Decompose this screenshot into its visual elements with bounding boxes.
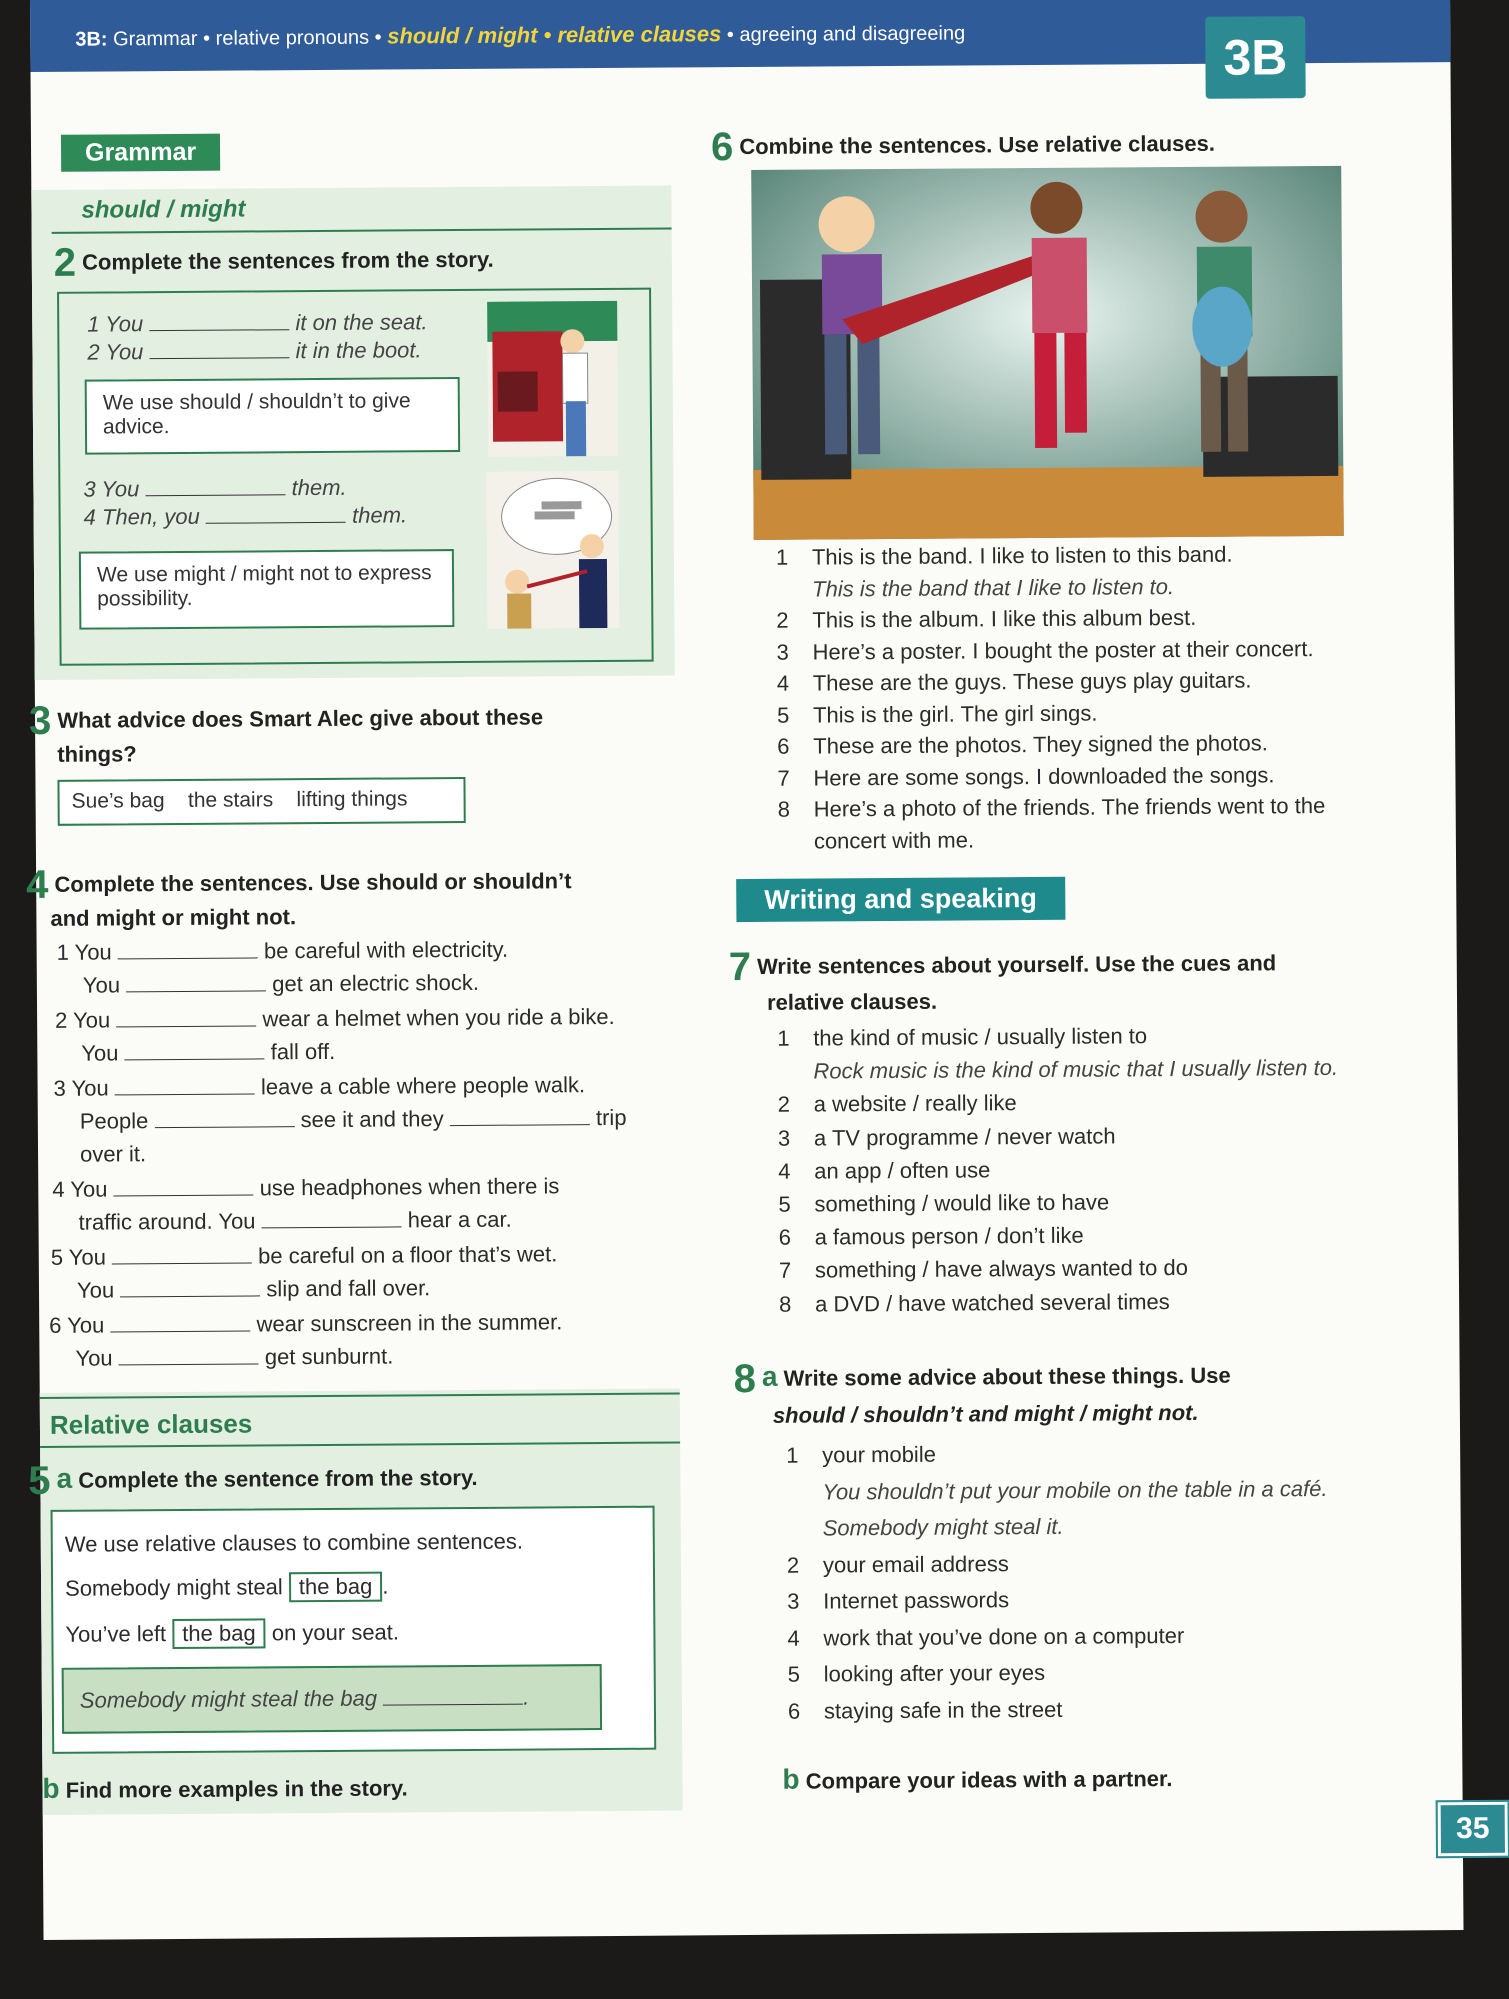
item-text: Here’s a photo of the friends. The friends went to the xyxy=(813,792,1326,822)
word-sues-bag: Sue’s bag xyxy=(71,789,165,813)
rule-should-box: We use should / shouldn’t to give advice. xyxy=(85,377,461,455)
item-number: 5 xyxy=(778,1191,791,1217)
ex4-item-2-line-2 xyxy=(81,1039,335,1067)
stairs-illustration xyxy=(486,471,619,629)
item-text: Here’s a poster. I bought the poster at their concert. xyxy=(812,635,1314,665)
ex8a-instruction-2: should / shouldn’t and might / might not. xyxy=(772,1399,1199,1428)
ex6-item-5 xyxy=(777,700,1098,728)
ex2-number: 2 xyxy=(53,240,77,285)
item-number: 1 xyxy=(786,1442,799,1468)
ex2-instruction: Complete the sentences from the story. xyxy=(81,246,494,275)
ex4-item-3 xyxy=(54,1072,586,1102)
answer-gap xyxy=(450,1124,590,1126)
item-text: Here are some songs. I downloaded the songs. xyxy=(813,761,1275,791)
ex8-number: 8 xyxy=(733,1356,757,1402)
item-text: something / have always wanted to do xyxy=(814,1255,1188,1283)
item-text: an app / often use xyxy=(814,1157,991,1184)
ex4-item-1-line-2 xyxy=(83,970,479,999)
item-text: These are the guys. These guys play guitars. xyxy=(812,667,1252,696)
item-text: You shouldn’t put your mobile on the table in a café. xyxy=(822,1475,1328,1505)
item-text: a website / really like xyxy=(813,1090,1017,1117)
ex7-item-5 xyxy=(778,1189,1109,1217)
ex4-item-2 xyxy=(55,1004,615,1034)
ex4-item-5-line-2 xyxy=(77,1275,430,1303)
item-number: 2 xyxy=(777,1092,791,1118)
ex8-item-6 xyxy=(788,1696,1063,1724)
item-number: 7 xyxy=(778,1258,792,1284)
item-text: wear sunscreen in the summer. xyxy=(256,1309,563,1337)
item-subject: You xyxy=(67,1312,105,1338)
ex7-item-4 xyxy=(778,1157,990,1184)
item-subject: You xyxy=(81,1040,119,1066)
item-number: 1 xyxy=(56,939,69,965)
ex2-line-2: 2 You it in the boot. xyxy=(87,337,422,365)
ex6-instruction: Combine the sentences. Use relative clauses. xyxy=(739,130,1216,160)
item-text: your email address xyxy=(822,1550,1009,1578)
ex8a-heading xyxy=(733,1356,1231,1402)
item-number: 6 xyxy=(49,1312,62,1338)
item-number: 3 xyxy=(53,1075,66,1101)
item-text: wear a helmet when you ride a bike. xyxy=(262,1003,615,1032)
ex2-line-4: 4 Then, you them. xyxy=(83,502,408,530)
ex6-heading xyxy=(710,125,1216,170)
ex4-heading xyxy=(26,862,572,908)
band-illustration xyxy=(751,166,1344,540)
ex6-item-1 xyxy=(776,542,1233,571)
ex3-instruction-2: things? xyxy=(57,741,137,767)
item-text: This is the album. I like this album best. xyxy=(812,604,1197,633)
ex7-item-3 xyxy=(778,1123,1116,1151)
answer-gap xyxy=(120,1295,260,1297)
item-text: use headphones when there is xyxy=(259,1173,560,1201)
car-boot-illustration xyxy=(487,301,618,457)
item-text: This is the band that I like to listen to. xyxy=(812,573,1175,602)
unit-topics xyxy=(75,19,965,51)
ex6-item-6 xyxy=(777,730,1268,759)
ex5-sentence-1: Somebody might steal the bag . xyxy=(65,1573,389,1601)
item-text: staying safe in the street xyxy=(823,1696,1063,1723)
ex5b-letter: b xyxy=(42,1772,60,1804)
item-number: 8 xyxy=(777,796,791,822)
ex5b-heading xyxy=(42,1769,407,1808)
item-text: These are the photos. They signed the photos. xyxy=(813,730,1268,759)
answer-gap xyxy=(115,1093,255,1095)
item-text: slip and fall over. xyxy=(266,1275,431,1302)
item-text: leave a cable where people walk. xyxy=(260,1072,586,1100)
ex6-item-7 xyxy=(777,762,1274,791)
item-subject: You xyxy=(76,1277,115,1303)
ex8-item-3 xyxy=(787,1587,1009,1615)
item-text: hear a car. xyxy=(407,1206,512,1233)
ex7-item-7 xyxy=(779,1255,1188,1284)
item-text: Rock music is the kind of music that I usually listen to. xyxy=(813,1055,1339,1084)
item-text: This is the band. I like to listen to this band. xyxy=(811,541,1233,570)
ex3-instruction-1: What advice does Smart Alec give about these xyxy=(57,704,544,733)
ex6-item-cont-9 xyxy=(778,827,974,854)
word-stairs: the stairs xyxy=(187,788,274,812)
item-text: your mobile xyxy=(822,1441,936,1468)
item-text: trip xyxy=(595,1104,627,1131)
item-subject: You xyxy=(71,1075,109,1101)
item-text: something / would like to have xyxy=(814,1189,1110,1217)
item-text: get sunburnt. xyxy=(264,1343,394,1370)
item-number: 5 xyxy=(787,1661,801,1687)
item-number: 2 xyxy=(55,1007,68,1033)
topics-b: • agreeing and disagreeing xyxy=(726,22,966,47)
item-text: the kind of music / usually listen to xyxy=(813,1023,1148,1051)
ex6-item-cont-1 xyxy=(776,574,1174,603)
answer-gap xyxy=(155,1126,295,1128)
item-subject: You xyxy=(73,1007,111,1033)
topics-a: Grammar • relative pronouns • xyxy=(112,26,382,51)
item-text: see it and they xyxy=(300,1106,444,1133)
ex5a-instruction: Complete the sentence from the story. xyxy=(78,1464,478,1493)
answer-gap xyxy=(111,1330,251,1332)
ex5-number: 5 xyxy=(28,1458,51,1504)
ex7-instruction-2: relative clauses. xyxy=(766,988,938,1015)
ex8b-heading xyxy=(782,1760,1172,1799)
item-text: a TV programme / never watch xyxy=(813,1123,1116,1151)
answer-gap xyxy=(116,1025,256,1027)
ex2-line-3: 3 You them. xyxy=(83,474,347,502)
item-subject: You xyxy=(82,972,121,998)
page-number: 35 xyxy=(1438,1802,1508,1856)
ex3-number: 3 xyxy=(28,698,52,744)
ex7-number: 7 xyxy=(728,944,752,990)
topics-highlight: should / might • relative clauses xyxy=(387,21,722,49)
item-text: work that you’ve done on a computer xyxy=(823,1622,1185,1651)
ex7-item-6 xyxy=(779,1223,1084,1251)
item-number: 3 xyxy=(787,1588,800,1614)
ex8-item-1 xyxy=(786,1442,936,1469)
item-subject: You xyxy=(75,1345,113,1371)
framed-the-bag-1: the bag xyxy=(289,1572,383,1603)
item-text: get an electric shock. xyxy=(272,969,480,997)
item-number: 4 xyxy=(52,1176,65,1202)
ex7-instruction-1: Write sentences about yourself. Use the cues and xyxy=(756,950,1277,979)
item-text: concert with me. xyxy=(813,826,975,854)
ex4-item-3-line-2 xyxy=(80,1105,627,1135)
word-lifting-things: lifting things xyxy=(296,787,408,812)
ex8-item-cont-2 xyxy=(787,1514,1064,1542)
item-number: 1 xyxy=(777,1025,790,1051)
item-number: 4 xyxy=(776,670,790,696)
item-subject: You xyxy=(74,939,112,965)
answer-gap xyxy=(262,1226,402,1228)
ex6-item-4 xyxy=(777,667,1252,696)
item-text: looking after your eyes xyxy=(823,1659,1046,1687)
framed-the-bag-2: the bag xyxy=(172,1618,266,1649)
ex8-item-4 xyxy=(787,1622,1184,1651)
answer-gap xyxy=(125,1058,265,1060)
relative-clauses-heading: Relative clauses xyxy=(49,1408,253,1440)
ex6-item-2 xyxy=(776,605,1196,634)
ex4-item-3-line-3 xyxy=(80,1141,146,1167)
ex3-word-box xyxy=(57,777,465,826)
grammar-tag: Grammar xyxy=(61,134,220,172)
ex8b-letter: b xyxy=(782,1763,800,1795)
unit-badge: 3B xyxy=(1205,16,1306,99)
should-might-heading: should / might xyxy=(81,195,246,224)
item-number: 8 xyxy=(779,1291,792,1317)
item-number: 5 xyxy=(50,1244,64,1270)
item-number: 6 xyxy=(778,1224,791,1250)
ex8a-instruction-1: Write some advice about these things. Use xyxy=(783,1362,1231,1391)
answer-gap xyxy=(114,1194,254,1196)
ex2-line-1: 1 You it on the seat. xyxy=(87,309,428,337)
item-number: 2 xyxy=(776,607,789,633)
ex4-item-4 xyxy=(52,1173,559,1203)
ex7-heading xyxy=(728,944,1277,990)
ex5b-instruction: Find more examples in the story. xyxy=(65,1775,408,1803)
writing-speaking-tag: Writing and speaking xyxy=(736,877,1065,922)
item-number: 3 xyxy=(776,639,789,665)
ex5a-letter: a xyxy=(56,1462,73,1494)
item-subject: traffic around. You xyxy=(78,1208,256,1235)
item-text: over it. xyxy=(79,1141,147,1167)
item-text: Somebody might steal it. xyxy=(822,1513,1064,1541)
ex7-item-cont-1 xyxy=(777,1055,1338,1085)
item-subject: You xyxy=(68,1244,106,1270)
item-text: a famous person / don’t like xyxy=(814,1222,1084,1250)
ex4-number: 4 xyxy=(26,862,49,908)
item-text: This is the girl. The girl sings. xyxy=(812,700,1098,728)
ex7-item-1 xyxy=(777,1023,1147,1052)
ex5-rule: We use relative clauses to combine sentences. xyxy=(64,1528,524,1557)
item-subject: People xyxy=(79,1108,149,1134)
item-number: 6 xyxy=(787,1698,801,1724)
ex7-item-8 xyxy=(779,1289,1170,1318)
ex3-heading xyxy=(28,698,544,744)
ex4-item-4-line-2 xyxy=(78,1207,511,1236)
ex4-item-6-line-2 xyxy=(75,1343,393,1371)
item-number: 4 xyxy=(778,1158,791,1184)
item-number: 5 xyxy=(776,702,790,728)
item-number: 6 xyxy=(777,733,790,759)
item-text: be careful with electricity. xyxy=(263,936,509,964)
item-text: fall off. xyxy=(270,1038,336,1065)
ex8-item-cont-1 xyxy=(786,1475,1327,1505)
item-subject: You xyxy=(70,1176,108,1202)
ex4-item-6 xyxy=(49,1309,562,1339)
ex8-item-2 xyxy=(787,1551,1009,1579)
item-number: 3 xyxy=(777,1125,791,1151)
item-number: 2 xyxy=(786,1552,800,1578)
item-number: 4 xyxy=(787,1625,800,1651)
item-number: 1 xyxy=(775,544,789,570)
rule-might-box: We use might / might not to express possibility. xyxy=(79,549,455,630)
ex2-heading xyxy=(53,240,494,285)
item-text: Internet passwords xyxy=(823,1587,1010,1614)
ex8b-instruction: Compare your ideas with a partner. xyxy=(805,1766,1173,1794)
item-number: 7 xyxy=(777,765,790,791)
item-text: be careful on a floor that’s wet. xyxy=(258,1241,558,1269)
ex5-sentence-2: You’ve left the bag on your seat. xyxy=(65,1617,399,1649)
ex6-number: 6 xyxy=(710,125,734,170)
ex5-answer-line: Somebody might steal the bag . xyxy=(79,1684,530,1713)
item-text: a DVD / have watched several times xyxy=(815,1288,1170,1317)
answer-gap xyxy=(118,957,258,959)
unit-code: 3B: xyxy=(75,28,108,51)
ex6-item-3 xyxy=(776,636,1313,666)
ex6-item-8 xyxy=(778,793,1326,823)
answer-gap xyxy=(112,1262,252,1264)
ex4-item-1 xyxy=(57,937,509,966)
ex8a-letter: a xyxy=(761,1360,778,1392)
answer-gap xyxy=(126,990,266,992)
ex5a-heading xyxy=(28,1458,478,1504)
ex4-instruction-2: and might or might not. xyxy=(50,904,297,931)
textbook-page xyxy=(26,0,1490,1940)
answer-gap xyxy=(119,1363,259,1365)
ex4-instruction-1: Complete the sentences. Use should or shouldn’t xyxy=(54,868,572,897)
ex7-item-2 xyxy=(778,1091,1017,1119)
ex4-item-5 xyxy=(51,1241,558,1271)
ex8-item-5 xyxy=(788,1660,1046,1688)
